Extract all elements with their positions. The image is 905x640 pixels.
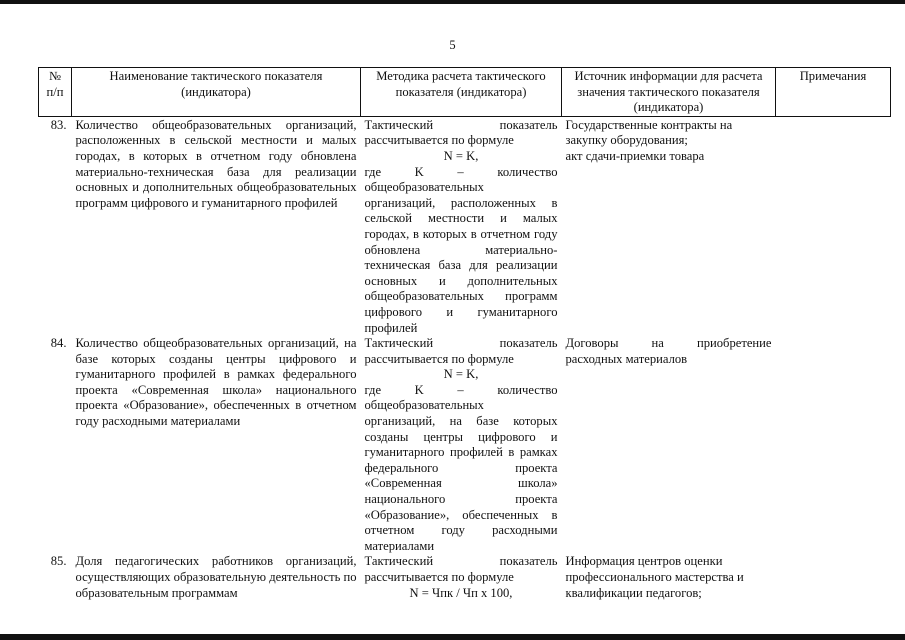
source-item: Информация центров оценки профессионального мастерства и квалификации педагогов; <box>565 554 744 600</box>
table-header-row <box>39 68 891 117</box>
indicator-name: Доля педагогических работников организаций, осуществляющих образовательную деятельность по образовательным программам <box>75 554 357 600</box>
method-intro: Тактический показатель рассчитывается по формуле <box>364 336 558 366</box>
information-source <box>562 336 776 554</box>
header-num: № п/п <box>39 68 72 117</box>
row-number: 84. <box>50 336 67 351</box>
row-number: 83. <box>50 117 67 132</box>
top-edge-bar <box>0 0 905 4</box>
formula: N = Чпк / Чп x 100, <box>409 585 513 600</box>
table-row <box>39 116 891 336</box>
method-description: где K – количество общеобразовательных организаций, на базе которых созданы центры цифрового и гуманитарного профилей в рамках федерального проекта «Современная школа» национального проекта «Образование», обеспеченных в отчетном году расходными материалами <box>364 382 558 553</box>
calculation-method <box>361 336 562 554</box>
source-item: акт сдачи-приемки товара <box>565 148 705 163</box>
notes-cell <box>776 116 891 336</box>
row-number: 85. <box>50 554 67 569</box>
source-item: Государственные контракты на закупку оборудования; <box>565 117 733 148</box>
table-row <box>39 554 891 614</box>
indicator-name: Количество общеобразовательных организаций, на базе которых созданы центры цифрового и гуманитарного профилей в рамках федерального проекта «Современная школа» национального проекта «Образование», обеспеченных в отчетном году расходными материалами <box>75 336 357 429</box>
header-method: Методика расчета тактического показателя (индикатора) <box>361 68 562 117</box>
notes-cell <box>776 336 891 554</box>
header-name: Наименование тактического показателя (индикатора) <box>72 68 361 117</box>
formula: N = K, <box>443 148 479 163</box>
method-intro: Тактический показатель рассчитывается по формуле <box>364 554 558 584</box>
calculation-method <box>361 116 562 336</box>
table-row <box>39 336 891 554</box>
bottom-edge-bar <box>0 634 905 640</box>
information-source <box>562 554 776 614</box>
method-description: где K – количество общеобразовательных организаций, расположенных в сельской местности и малых городах, в которых в отчетном году обновлена материально-техническая база для реализации основных и дополнительных общеобразовательных программ цифрового и гуманитарного профилей <box>364 164 558 335</box>
notes-cell <box>776 554 891 614</box>
source-item: Договоры на приобретение расходных материалов <box>565 336 772 366</box>
header-notes: Примечания <box>776 68 891 117</box>
header-source: Источник информации для расчета значения тактического показателя (индикатора) <box>562 68 776 117</box>
page-number: 5 <box>449 38 456 52</box>
method-intro: Тактический показатель рассчитывается по формуле <box>364 117 558 148</box>
indicator-name: Количество общеобразовательных организаций, расположенных в сельской местности и малых городах, в которых в отчетном году обновлена материально-техническая база для реализации основных и дополнительных общеобразовательных программ цифрового и гуманитарного профилей <box>75 117 357 210</box>
formula: N = K, <box>443 367 479 382</box>
calculation-method <box>361 554 562 614</box>
indicators-table <box>38 67 891 614</box>
information-source <box>562 116 776 336</box>
